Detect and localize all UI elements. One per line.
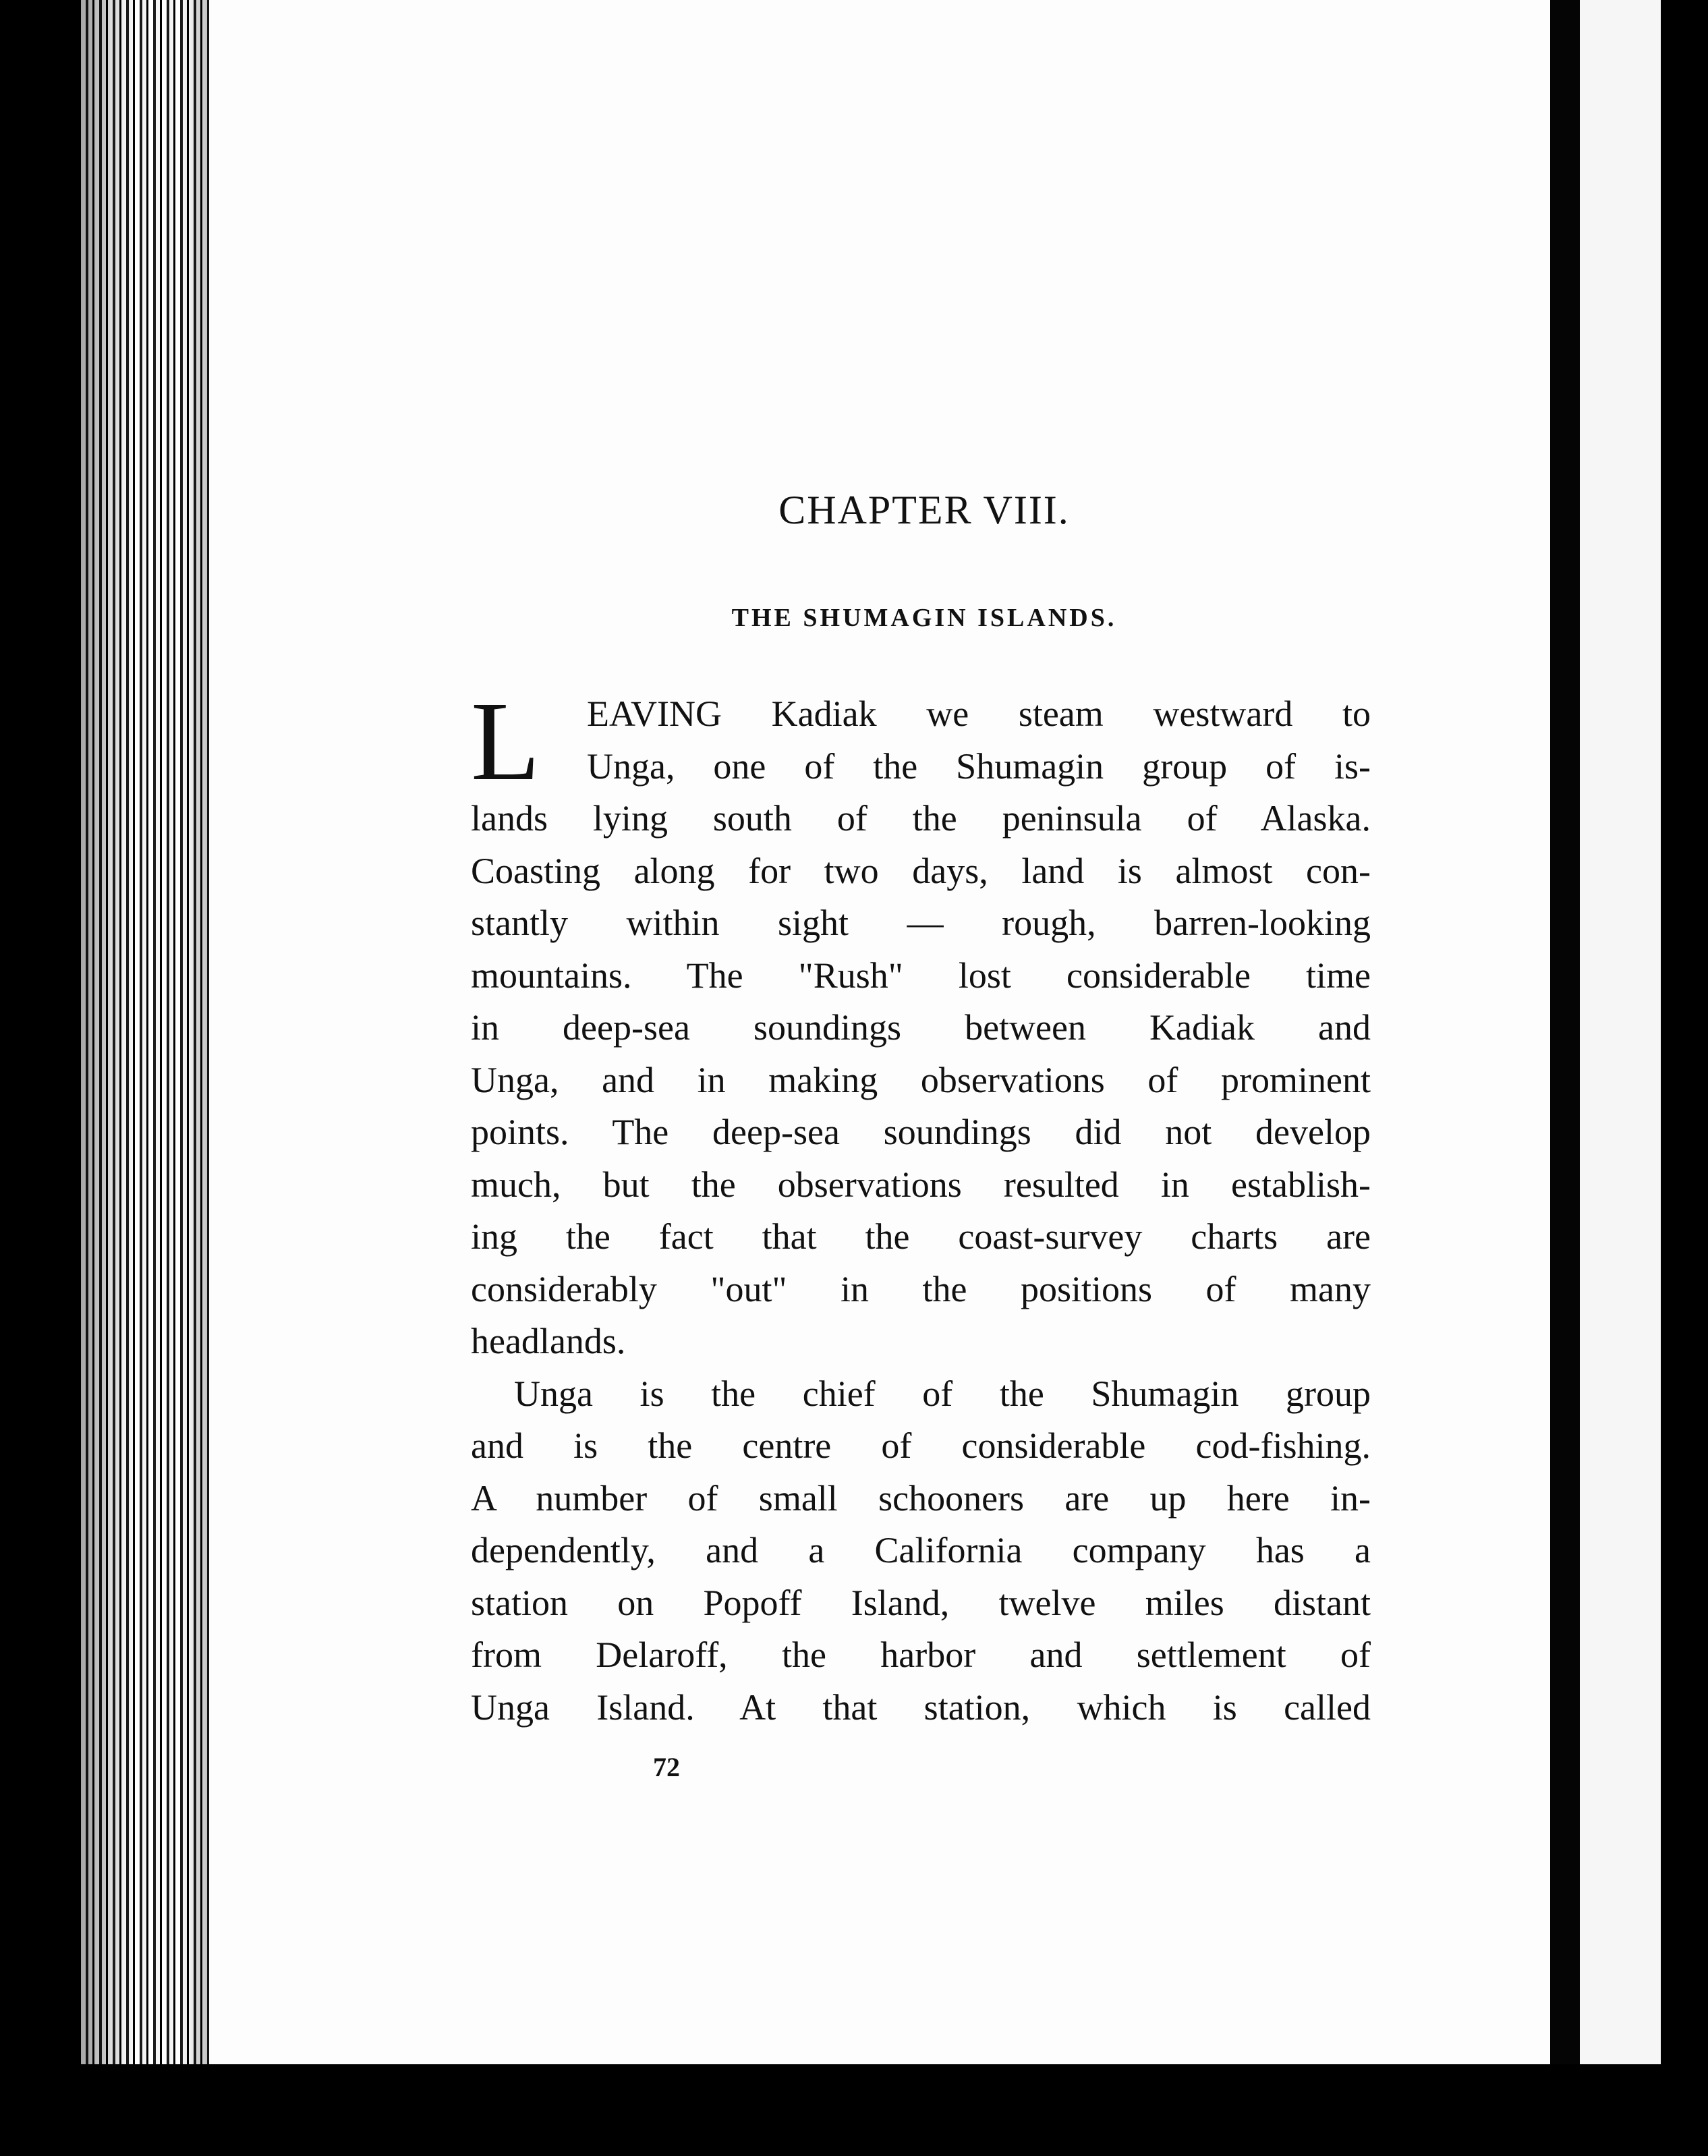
text-line: Unga, one of the Shumagin group of is- bbox=[587, 745, 1371, 787]
text-line: A number of small schooners are up here in- bbox=[471, 1477, 1371, 1519]
drop-cap: L bbox=[471, 679, 540, 804]
scan-border-left bbox=[0, 0, 81, 2156]
text-line: dependently, and a California company has a bbox=[471, 1530, 1371, 1570]
text-line: EAVING Kadiak we steam westward to bbox=[587, 693, 1371, 734]
text-line: mountains. The "Rush" lost considerable time bbox=[471, 955, 1371, 996]
text-line: considerably "out" in the positions of many bbox=[471, 1268, 1371, 1309]
text-line: stantly within sight — rough, barren-looking bbox=[471, 903, 1371, 943]
text-line: headlands. bbox=[471, 1321, 626, 1361]
text-line: ing the fact that the coast-survey charts are bbox=[471, 1216, 1371, 1257]
text-line: lands lying south of the peninsula of Alaska. bbox=[471, 798, 1371, 839]
text-line: Coasting along for two days, land is almost con- bbox=[471, 850, 1371, 891]
facing-page-edge bbox=[1580, 0, 1661, 2078]
text-line: from Delaroff, the harbor and settlement of bbox=[471, 1635, 1371, 1675]
book-gutter bbox=[1550, 0, 1580, 2156]
body-text bbox=[471, 679, 1371, 1734]
scan-border-bottom bbox=[0, 2064, 1708, 2156]
text-line: Unga Island. At that station, which is called bbox=[471, 1686, 1371, 1728]
text-line: points. The deep-sea soundings did not develop bbox=[471, 1112, 1371, 1152]
text-line: in deep-sea soundings between Kadiak and bbox=[471, 1007, 1371, 1048]
page-number: 72 bbox=[653, 1752, 680, 1782]
chapter-subtitle: THE SHUMAGIN ISLANDS. bbox=[731, 604, 1117, 632]
text-line: Unga is the chief of the Shumagin group bbox=[514, 1373, 1371, 1414]
chapter-title: CHAPTER VIII. bbox=[778, 488, 1070, 532]
scan-border-right bbox=[1661, 0, 1708, 2156]
text-line: much, but the observations resulted in establish- bbox=[471, 1164, 1371, 1205]
text-line: and is the centre of considerable cod-fishing. bbox=[471, 1425, 1371, 1466]
text-line: Unga, and in making observations of prominent bbox=[471, 1059, 1371, 1100]
text-line: station on Popoff Island, twelve miles distant bbox=[471, 1582, 1371, 1623]
book-page-edges bbox=[81, 0, 209, 2156]
